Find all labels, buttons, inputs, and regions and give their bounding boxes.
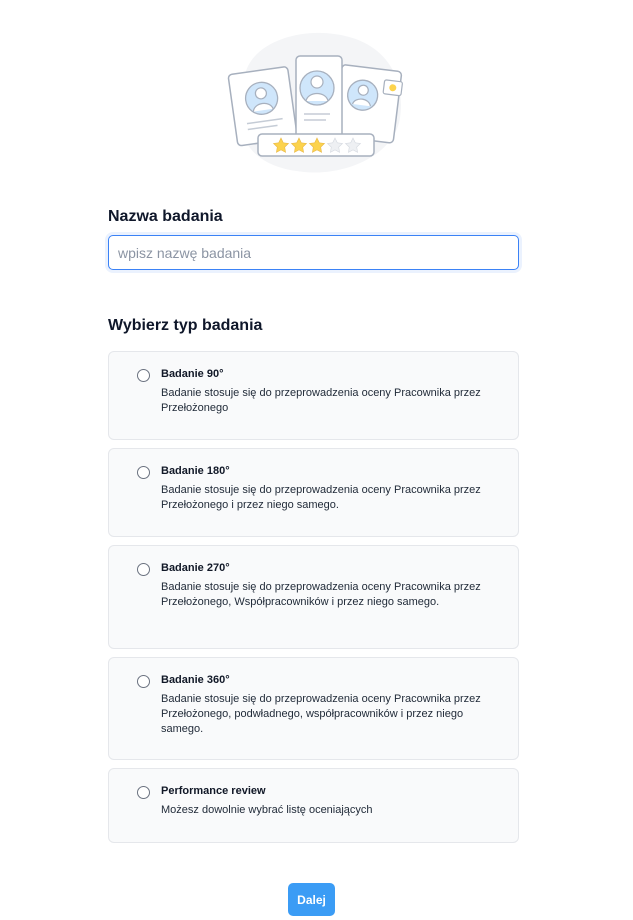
option-description: Badanie stosuje się do przeprowadzenia oceny Pracownika przez Przełożonego i przez niego samego. bbox=[161, 484, 481, 511]
radio-button[interactable] bbox=[137, 369, 150, 382]
option-title: Badanie 90° bbox=[161, 368, 224, 380]
radio-button[interactable] bbox=[137, 466, 150, 479]
option-description: Badanie stosuje się do przeprowadzenia oceny Pracownika przez Przełożonego, Współpracowników i przez niego samego. bbox=[161, 581, 481, 608]
option-description: Badanie stosuje się do przeprowadzenia oceny Pracownika przez Przełożonego, podwładnego, współpracowników i przez niego samego. bbox=[161, 693, 481, 735]
option-badanie-360[interactable] bbox=[108, 657, 519, 760]
option-title: Badanie 180° bbox=[161, 465, 230, 477]
option-performance-review[interactable] bbox=[108, 768, 519, 843]
option-description: Możesz dowolnie wybrać listę oceniających bbox=[161, 804, 373, 816]
radio-button[interactable] bbox=[137, 786, 150, 799]
study-name-input[interactable] bbox=[108, 235, 519, 270]
study-type-title: Wybierz typ badania bbox=[108, 317, 263, 334]
next-button[interactable]: Dalej bbox=[288, 883, 335, 916]
option-title: Performance review bbox=[161, 785, 266, 797]
radio-button[interactable] bbox=[137, 563, 150, 576]
option-title: Badanie 270° bbox=[161, 562, 230, 574]
option-badanie-270[interactable] bbox=[108, 545, 519, 649]
option-title: Badanie 360° bbox=[161, 674, 230, 686]
employee-rating-illustration bbox=[224, 26, 410, 176]
option-badanie-180[interactable] bbox=[108, 448, 519, 537]
radio-button[interactable] bbox=[137, 675, 150, 688]
name-field-label: Nazwa badania bbox=[108, 208, 223, 225]
option-badanie-90[interactable] bbox=[108, 351, 519, 440]
option-description: Badanie stosuje się do przeprowadzenia oceny Pracownika przez Przełożonego bbox=[161, 387, 481, 414]
